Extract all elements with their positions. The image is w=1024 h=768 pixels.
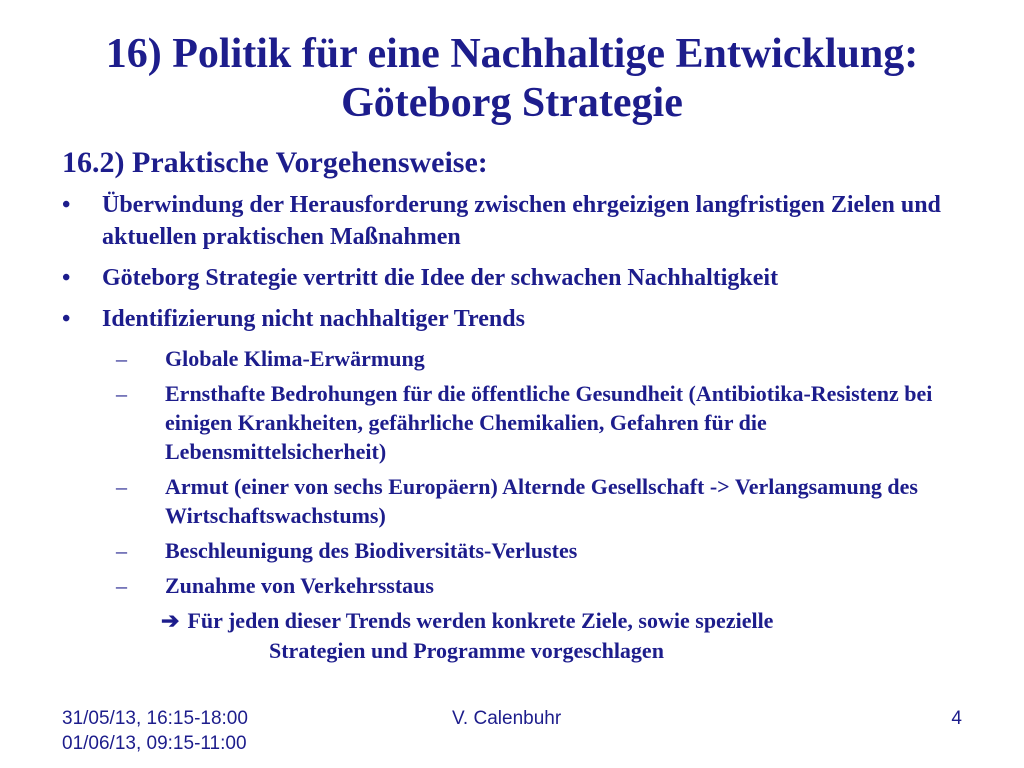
page-number: 4 bbox=[951, 708, 962, 729]
dash-marker: – bbox=[116, 346, 127, 371]
sub-bullet-item bbox=[62, 536, 982, 565]
sub-bullet-text: Zunahme von Verkehrsstaus bbox=[165, 573, 434, 598]
bullet-text: Göteborg Strategie vertritt die Idee der schwachen Nachhaltigkeit bbox=[102, 265, 779, 291]
section-subtitle: 16.2) Praktische Vorgehensweise: bbox=[62, 146, 488, 179]
slide-title-line-2: Göteborg Strategie bbox=[341, 80, 683, 126]
note-line-1: Für jeden dieser Trends werden konkrete Ziele, sowie spezielle bbox=[187, 608, 774, 633]
bullet-item bbox=[62, 303, 982, 335]
footer-date bbox=[62, 706, 248, 756]
dash-marker: – bbox=[116, 474, 127, 499]
sub-bullet-text: Beschleunigung des Biodiversitäts-Verlustes bbox=[165, 538, 578, 563]
arrow-right-icon: ➔ bbox=[161, 608, 180, 633]
bullet-text: Identifizierung nicht nachhaltiger Trends bbox=[102, 306, 525, 332]
bullet-item bbox=[62, 189, 982, 253]
bullet-marker: • bbox=[62, 306, 71, 332]
bullet-marker: • bbox=[62, 265, 71, 291]
sub-bullet-item bbox=[62, 472, 982, 530]
slide-content bbox=[62, 145, 982, 666]
sub-bullet-item bbox=[62, 344, 982, 373]
dash-marker: – bbox=[116, 538, 127, 563]
sub-bullet-text: Armut (einer von sechs Europäern) Alternde Gesellschaft -> Verlangsamung des Wirtschaftswachstums) bbox=[165, 474, 918, 528]
sub-bullet-item bbox=[62, 379, 982, 466]
sub-bullet-item bbox=[62, 571, 982, 600]
bullet-item bbox=[62, 262, 982, 294]
note-line-2: Strategien und Programme vorgeschlagen bbox=[269, 638, 664, 663]
slide-title bbox=[20, 30, 1004, 128]
footer-author: V. Calenbuhr bbox=[452, 708, 562, 729]
dash-marker: – bbox=[116, 573, 127, 598]
bullet-marker: • bbox=[62, 192, 71, 218]
sub-bullet-text: Ernsthafte Bedrohungen für die öffentliche Gesundheit (Antibiotika-Resistenz bei einigen Krankheiten, gefährliche Chemikalien, Gefahren für die Lebensmittelsicherheit) bbox=[165, 381, 933, 464]
bullet-list bbox=[62, 189, 982, 335]
footer-date-line-2: 01/06/13, 09:15-11:00 bbox=[62, 733, 247, 754]
dash-marker: – bbox=[116, 381, 127, 406]
bullet-text: Überwindung der Herausforderung zwischen ehrgeizigen langfristigen Zielen und aktuellen praktischen Maßnahmen bbox=[102, 192, 941, 250]
slide-title-line-1: 16) Politik für eine Nachhaltige Entwicklung: bbox=[105, 31, 919, 77]
conclusion-note bbox=[62, 606, 982, 666]
sub-bullet-text: Globale Klima-Erwärmung bbox=[165, 346, 425, 371]
sub-bullet-list bbox=[62, 344, 982, 600]
footer-date-line-1: 31/05/13, 16:15-18:00 bbox=[62, 708, 248, 729]
